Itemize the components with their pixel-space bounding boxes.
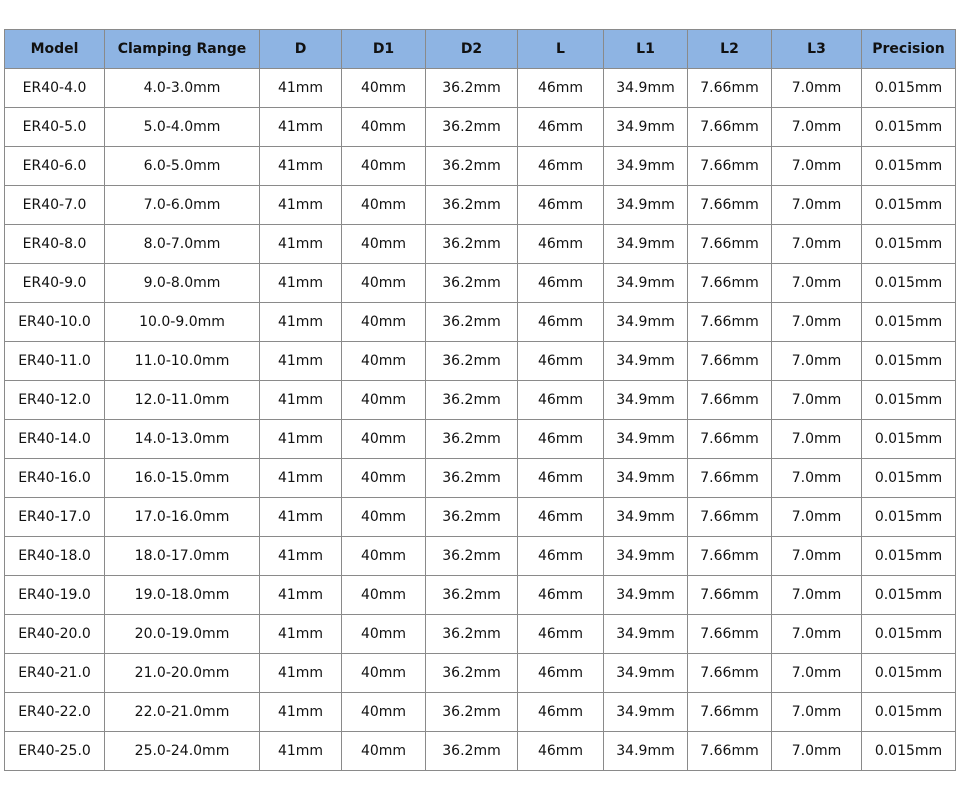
- table-cell: 40mm: [342, 654, 426, 693]
- table-cell: 36.2mm: [426, 264, 518, 303]
- table-cell: 36.2mm: [426, 537, 518, 576]
- table-cell: 40mm: [342, 537, 426, 576]
- table-cell: 40mm: [342, 342, 426, 381]
- table-cell: 34.9mm: [604, 108, 688, 147]
- table-cell: 6.0-5.0mm: [105, 147, 260, 186]
- table-cell: 46mm: [518, 147, 604, 186]
- column-header: L3: [772, 30, 862, 69]
- table-cell: 46mm: [518, 69, 604, 108]
- table-cell: 4.0-3.0mm: [105, 69, 260, 108]
- table-cell: 7.0mm: [772, 654, 862, 693]
- table-cell: 34.9mm: [604, 537, 688, 576]
- column-header: L: [518, 30, 604, 69]
- table-cell: 0.015mm: [862, 186, 956, 225]
- table-cell: 7.66mm: [688, 693, 772, 732]
- table-body: [5, 69, 956, 771]
- table-cell: 7.66mm: [688, 186, 772, 225]
- table-cell: 41mm: [260, 420, 342, 459]
- table-cell: 7.0mm: [772, 303, 862, 342]
- table-cell: 7.0mm: [772, 186, 862, 225]
- table-cell: 46mm: [518, 654, 604, 693]
- table-cell: ER40-16.0: [5, 459, 105, 498]
- column-header: Clamping Range: [105, 30, 260, 69]
- table-cell: 36.2mm: [426, 615, 518, 654]
- table-cell: 36.2mm: [426, 69, 518, 108]
- table-row: [5, 264, 956, 303]
- table-cell: 18.0-17.0mm: [105, 537, 260, 576]
- table-cell: 46mm: [518, 381, 604, 420]
- table-cell: 36.2mm: [426, 654, 518, 693]
- table-cell: 7.0mm: [772, 147, 862, 186]
- column-header: D1: [342, 30, 426, 69]
- table-row: [5, 732, 956, 771]
- table-cell: 46mm: [518, 225, 604, 264]
- table-cell: ER40-10.0: [5, 303, 105, 342]
- table-cell: 40mm: [342, 147, 426, 186]
- table-cell: 0.015mm: [862, 654, 956, 693]
- table-cell: 0.015mm: [862, 615, 956, 654]
- table-cell: 0.015mm: [862, 303, 956, 342]
- table-cell: 34.9mm: [604, 654, 688, 693]
- table-cell: 14.0-13.0mm: [105, 420, 260, 459]
- table-cell: 7.0mm: [772, 576, 862, 615]
- table-cell: 36.2mm: [426, 381, 518, 420]
- table-cell: ER40-19.0: [5, 576, 105, 615]
- table-cell: 41mm: [260, 615, 342, 654]
- table-row: [5, 498, 956, 537]
- table-cell: 46mm: [518, 186, 604, 225]
- table-cell: ER40-6.0: [5, 147, 105, 186]
- table-cell: 40mm: [342, 420, 426, 459]
- table-cell: 40mm: [342, 732, 426, 771]
- table-cell: 7.0mm: [772, 537, 862, 576]
- table-cell: 41mm: [260, 732, 342, 771]
- table-row: [5, 225, 956, 264]
- table-cell: 7.66mm: [688, 615, 772, 654]
- table-cell: 41mm: [260, 576, 342, 615]
- table-cell: 0.015mm: [862, 69, 956, 108]
- table-cell: 0.015mm: [862, 381, 956, 420]
- table-cell: 40mm: [342, 108, 426, 147]
- table-cell: 46mm: [518, 459, 604, 498]
- table-cell: 7.66mm: [688, 537, 772, 576]
- table-cell: 16.0-15.0mm: [105, 459, 260, 498]
- table-cell: 36.2mm: [426, 186, 518, 225]
- table-cell: 0.015mm: [862, 225, 956, 264]
- spec-table: [4, 29, 956, 771]
- table-cell: 0.015mm: [862, 147, 956, 186]
- table-cell: ER40-21.0: [5, 654, 105, 693]
- table-cell: 46mm: [518, 498, 604, 537]
- table-cell: 34.9mm: [604, 576, 688, 615]
- table-cell: 41mm: [260, 537, 342, 576]
- table-row: [5, 342, 956, 381]
- table-cell: 7.0mm: [772, 693, 862, 732]
- table-cell: 36.2mm: [426, 732, 518, 771]
- table-cell: 34.9mm: [604, 615, 688, 654]
- table-cell: 40mm: [342, 225, 426, 264]
- table-cell: ER40-17.0: [5, 498, 105, 537]
- table-cell: 7.0-6.0mm: [105, 186, 260, 225]
- table-cell: 7.66mm: [688, 264, 772, 303]
- table-cell: 7.66mm: [688, 342, 772, 381]
- column-header: D2: [426, 30, 518, 69]
- table-cell: 7.66mm: [688, 147, 772, 186]
- table-cell: 34.9mm: [604, 69, 688, 108]
- table-cell: 0.015mm: [862, 693, 956, 732]
- table-cell: 46mm: [518, 342, 604, 381]
- table-cell: 41mm: [260, 147, 342, 186]
- column-header: Model: [5, 30, 105, 69]
- table-cell: 0.015mm: [862, 420, 956, 459]
- table-cell: ER40-20.0: [5, 615, 105, 654]
- table-cell: 40mm: [342, 69, 426, 108]
- table-cell: 17.0-16.0mm: [105, 498, 260, 537]
- table-cell: 41mm: [260, 303, 342, 342]
- table-cell: 20.0-19.0mm: [105, 615, 260, 654]
- table-cell: 40mm: [342, 576, 426, 615]
- table-cell: ER40-18.0: [5, 537, 105, 576]
- table-cell: 7.0mm: [772, 420, 862, 459]
- table-cell: 46mm: [518, 615, 604, 654]
- table-cell: 0.015mm: [862, 576, 956, 615]
- table-row: [5, 147, 956, 186]
- table-row: [5, 654, 956, 693]
- table-cell: ER40-14.0: [5, 420, 105, 459]
- table-cell: 34.9mm: [604, 303, 688, 342]
- table-cell: 41mm: [260, 69, 342, 108]
- table-cell: ER40-7.0: [5, 186, 105, 225]
- table-cell: 40mm: [342, 303, 426, 342]
- table-cell: 36.2mm: [426, 576, 518, 615]
- table-cell: 7.66mm: [688, 69, 772, 108]
- table-cell: 7.66mm: [688, 303, 772, 342]
- table-cell: 34.9mm: [604, 147, 688, 186]
- table-cell: 12.0-11.0mm: [105, 381, 260, 420]
- table-cell: 7.0mm: [772, 498, 862, 537]
- table-cell: 34.9mm: [604, 693, 688, 732]
- table-cell: 0.015mm: [862, 264, 956, 303]
- table-cell: 41mm: [260, 108, 342, 147]
- table-cell: 7.66mm: [688, 381, 772, 420]
- table-cell: 7.66mm: [688, 459, 772, 498]
- table-cell: 34.9mm: [604, 459, 688, 498]
- table-row: [5, 537, 956, 576]
- table-row: [5, 186, 956, 225]
- table-cell: 25.0-24.0mm: [105, 732, 260, 771]
- table-cell: 40mm: [342, 186, 426, 225]
- table-cell: ER40-12.0: [5, 381, 105, 420]
- table-cell: 34.9mm: [604, 225, 688, 264]
- table-cell: 41mm: [260, 225, 342, 264]
- table-cell: 5.0-4.0mm: [105, 108, 260, 147]
- table-cell: 46mm: [518, 108, 604, 147]
- table-row: [5, 459, 956, 498]
- table-cell: 34.9mm: [604, 381, 688, 420]
- table-cell: 10.0-9.0mm: [105, 303, 260, 342]
- table-cell: 0.015mm: [862, 459, 956, 498]
- table-cell: 41mm: [260, 693, 342, 732]
- table-row: [5, 693, 956, 732]
- table-cell: 19.0-18.0mm: [105, 576, 260, 615]
- table-row: [5, 69, 956, 108]
- column-header: L2: [688, 30, 772, 69]
- table-cell: 40mm: [342, 381, 426, 420]
- table-cell: 36.2mm: [426, 342, 518, 381]
- table-cell: 41mm: [260, 186, 342, 225]
- table-cell: 36.2mm: [426, 147, 518, 186]
- table-cell: 40mm: [342, 264, 426, 303]
- table-cell: 7.0mm: [772, 732, 862, 771]
- table-cell: ER40-25.0: [5, 732, 105, 771]
- column-header: D: [260, 30, 342, 69]
- table-cell: 0.015mm: [862, 108, 956, 147]
- table-cell: 40mm: [342, 459, 426, 498]
- table-cell: 41mm: [260, 342, 342, 381]
- table-cell: 46mm: [518, 264, 604, 303]
- table-cell: 7.66mm: [688, 225, 772, 264]
- table-cell: 11.0-10.0mm: [105, 342, 260, 381]
- table-cell: 34.9mm: [604, 420, 688, 459]
- table-cell: 21.0-20.0mm: [105, 654, 260, 693]
- table-cell: 36.2mm: [426, 498, 518, 537]
- table-cell: 46mm: [518, 303, 604, 342]
- table-cell: 46mm: [518, 732, 604, 771]
- table-cell: 7.66mm: [688, 732, 772, 771]
- table-cell: 36.2mm: [426, 420, 518, 459]
- table-cell: ER40-11.0: [5, 342, 105, 381]
- table-cell: 36.2mm: [426, 459, 518, 498]
- table-cell: 0.015mm: [862, 732, 956, 771]
- table-cell: 9.0-8.0mm: [105, 264, 260, 303]
- table-cell: ER40-8.0: [5, 225, 105, 264]
- table-cell: 34.9mm: [604, 186, 688, 225]
- table-cell: 40mm: [342, 615, 426, 654]
- table-cell: 36.2mm: [426, 693, 518, 732]
- table-cell: 7.0mm: [772, 69, 862, 108]
- table-cell: 0.015mm: [862, 537, 956, 576]
- table-cell: 7.0mm: [772, 225, 862, 264]
- table-cell: 34.9mm: [604, 342, 688, 381]
- table-cell: 8.0-7.0mm: [105, 225, 260, 264]
- table-cell: ER40-5.0: [5, 108, 105, 147]
- table-cell: 36.2mm: [426, 108, 518, 147]
- table-cell: 46mm: [518, 420, 604, 459]
- table-row: [5, 108, 956, 147]
- table-cell: 7.0mm: [772, 342, 862, 381]
- table-cell: 41mm: [260, 381, 342, 420]
- table-cell: 41mm: [260, 654, 342, 693]
- table-row: [5, 303, 956, 342]
- table-cell: 7.0mm: [772, 459, 862, 498]
- table-cell: ER40-4.0: [5, 69, 105, 108]
- table-row: [5, 615, 956, 654]
- column-header: Precision: [862, 30, 956, 69]
- table-cell: ER40-22.0: [5, 693, 105, 732]
- table-cell: 7.66mm: [688, 108, 772, 147]
- table-cell: 40mm: [342, 498, 426, 537]
- table-cell: 7.66mm: [688, 654, 772, 693]
- table-header-row: [5, 30, 956, 69]
- table-cell: 40mm: [342, 693, 426, 732]
- table-cell: 22.0-21.0mm: [105, 693, 260, 732]
- table-cell: 46mm: [518, 537, 604, 576]
- table-cell: 0.015mm: [862, 342, 956, 381]
- table-cell: 34.9mm: [604, 498, 688, 537]
- table-cell: 7.66mm: [688, 420, 772, 459]
- table-cell: 7.0mm: [772, 264, 862, 303]
- table-cell: 46mm: [518, 693, 604, 732]
- table-cell: 41mm: [260, 498, 342, 537]
- table-cell: 7.0mm: [772, 108, 862, 147]
- table-cell: 34.9mm: [604, 732, 688, 771]
- table-cell: 0.015mm: [862, 498, 956, 537]
- table-cell: 36.2mm: [426, 303, 518, 342]
- table-cell: 41mm: [260, 264, 342, 303]
- table-row: [5, 381, 956, 420]
- table-cell: 7.66mm: [688, 498, 772, 537]
- table-cell: 7.0mm: [772, 615, 862, 654]
- table-cell: 36.2mm: [426, 225, 518, 264]
- table-cell: 34.9mm: [604, 264, 688, 303]
- table-cell: 7.66mm: [688, 576, 772, 615]
- column-header: L1: [604, 30, 688, 69]
- table-row: [5, 420, 956, 459]
- table-cell: 7.0mm: [772, 381, 862, 420]
- table-cell: ER40-9.0: [5, 264, 105, 303]
- table-row: [5, 576, 956, 615]
- table-cell: 46mm: [518, 576, 604, 615]
- table-cell: 41mm: [260, 459, 342, 498]
